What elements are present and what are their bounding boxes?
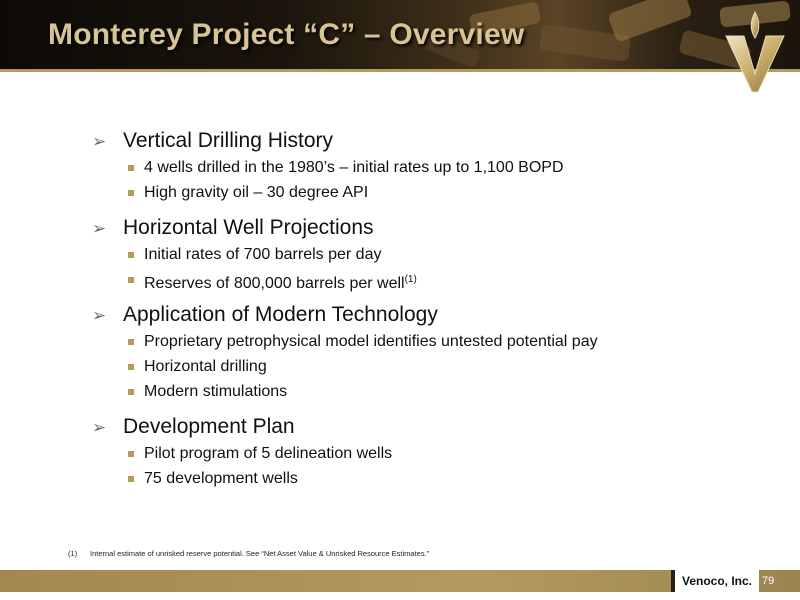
venoco-v-logo <box>724 8 786 94</box>
section-development-plan <box>92 412 752 491</box>
square-bullet-icon <box>128 252 134 258</box>
section-heading <box>92 213 752 242</box>
heading-text: Horizontal Well Projections <box>123 216 374 239</box>
square-bullet-icon <box>128 364 134 370</box>
item-text: High gravity oil – 30 degree API <box>144 184 369 201</box>
list-item <box>92 354 752 379</box>
square-bullet-icon <box>128 389 134 395</box>
square-bullet-icon <box>128 165 134 171</box>
heading-text: Vertical Drilling History <box>123 129 334 152</box>
item-text: Initial rates of 700 barrels per day <box>144 246 382 263</box>
section-horizontal-projections <box>92 213 752 292</box>
heading-text: Development Plan <box>123 415 295 438</box>
item-text: Proprietary petrophysical model identifies untested potential pay <box>144 333 598 350</box>
arrow-bullet-icon: ➢ <box>92 418 107 437</box>
item-text: 75 development wells <box>144 470 298 487</box>
section-heading <box>92 300 752 329</box>
square-bullet-icon <box>128 451 134 457</box>
item-text: 4 wells drilled in the 1980’s – initial rates up to 1,100 BOPD <box>144 159 564 176</box>
list-item <box>92 466 752 491</box>
item-text: Reserves of 800,000 barrels per well <box>144 275 405 292</box>
arrow-bullet-icon: ➢ <box>92 132 107 151</box>
list-item <box>92 267 752 292</box>
list-item <box>92 379 752 404</box>
arrow-bullet-icon: ➢ <box>92 219 107 238</box>
section-heading <box>92 412 752 441</box>
list-item <box>92 242 752 267</box>
square-bullet-icon <box>128 476 134 482</box>
header-divider <box>0 69 800 72</box>
header-banner <box>0 0 800 72</box>
heading-text: Application of Modern Technology <box>123 303 438 326</box>
list-item <box>92 180 752 205</box>
item-text: Pilot program of 5 delineation wells <box>144 445 393 462</box>
square-bullet-icon <box>128 339 134 345</box>
section-heading <box>92 126 752 155</box>
list-item <box>92 329 752 354</box>
page-number: 79 <box>762 575 775 587</box>
section-modern-technology <box>92 300 752 404</box>
slide-title: Monterey Project “C” – Overview <box>48 18 525 51</box>
list-item <box>92 155 752 180</box>
arrow-bullet-icon: ➢ <box>92 306 107 325</box>
section-vertical-drilling <box>92 126 752 205</box>
square-bullet-icon <box>128 277 134 283</box>
bullet-content <box>92 126 752 491</box>
footnote-text: Internal estimate of unrisked reserve potential. See “Net Asset Value & Unrisked Resource Estimates.” <box>90 549 430 558</box>
rock-texture <box>607 0 692 43</box>
footnote-number: (1) <box>68 549 78 558</box>
list-item <box>92 441 752 466</box>
item-text: Horizontal drilling <box>144 358 267 375</box>
footnote-marker: (1) <box>404 274 417 285</box>
item-text: Modern stimulations <box>144 383 288 400</box>
square-bullet-icon <box>128 190 134 196</box>
company-name: Venoco, Inc. <box>671 570 759 592</box>
footer-bar <box>0 570 800 592</box>
footnote <box>68 549 429 558</box>
